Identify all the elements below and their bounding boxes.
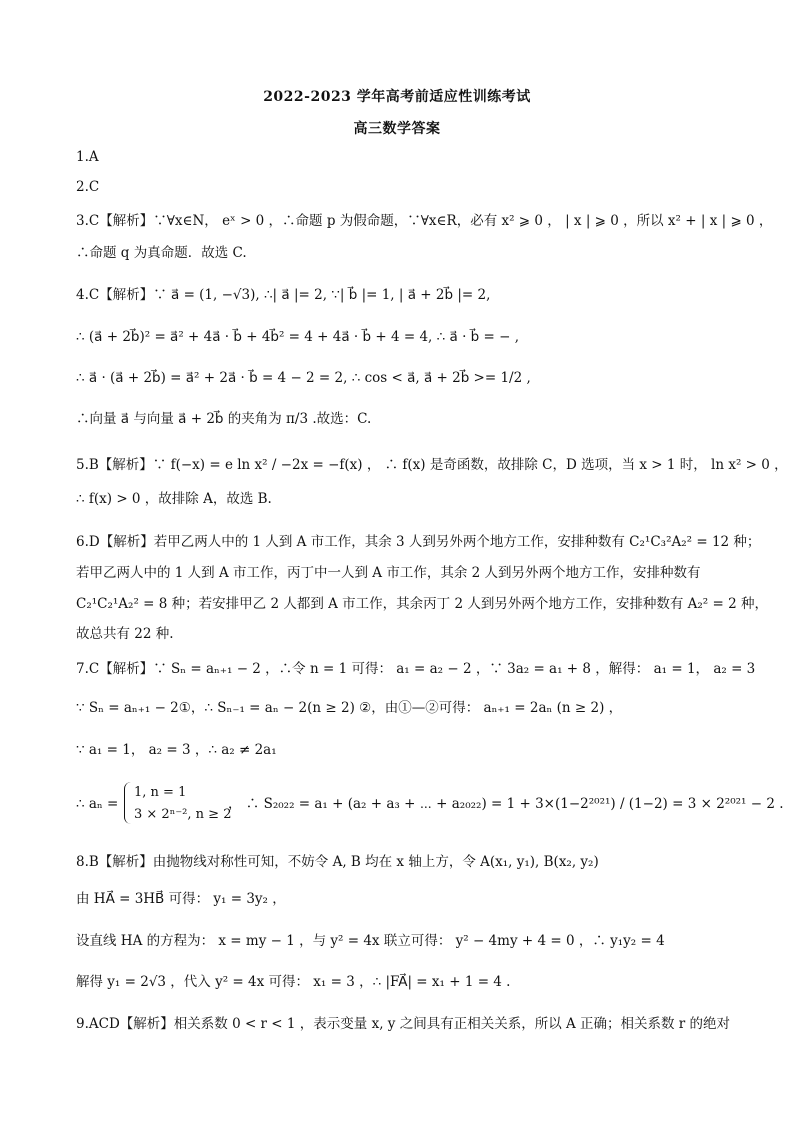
- answer-4-line-4: ∴向量 a⃗ 与向量 a⃗ + 2b⃗ 的夹角为 π/3 .故选：C.: [76, 411, 372, 427]
- answer-8-line-2: 由 HA⃗ = 3HB⃗ 可得： y₁ = 3y₂ ，: [76, 891, 286, 907]
- answer-6-line-2: 若甲乙两人中的 1 人到 A 市工作，丙丁中一人到 A 市工作，其余 2 人到另外两个地方工作，安排种数有: [76, 565, 701, 581]
- answer-6-line-3: C₂¹C₂¹A₂² = 8 种；若安排甲乙 2 人都到 A 市工作，其余丙丁 2 人到另外两个地方工作，安排种数有 A₂² = 2 种，: [76, 596, 768, 612]
- answer-5-line-1: 5.B【解析】∵ f(−x) = e ln x² / −2x = −f(x) ， ∴ f(x) 是奇函数，故排除 C，D 选项，当 x > 1 时， ln x² > 0 ，: [76, 457, 788, 473]
- answer-4-line-1: 4.C【解析】∵ a⃗ = (1, −√3), ∴| a⃗ |= 2, ∵| b⃗ |= 1, | a⃗ + 2b⃗ |= 2,: [76, 287, 491, 303]
- piecewise-case-1: 1, n = 1: [134, 785, 187, 800]
- answer-9-line-1: 9.ACD【解析】相关系数 0 < r < 1 ，表示变量 x, y 之间具有正相关关系，所以 A 正确；相关系数 r 的绝对: [76, 1016, 731, 1032]
- answer-7-line-1: 7.C【解析】∵ Sₙ = aₙ₊₁ − 2 ，∴令 n = 1 可得： a₁ = a₂ − 2 ，∵ 3a₂ = a₁ + 8 ，解得： a₁ = 1， a₂ = 3: [76, 661, 756, 677]
- answer-8-line-3: 设直线 HA 的方程为： x = my − 1 ，与 y² = 4x 联立可得： y² − 4my + 4 = 0 ，∴ y₁y₂ = 4: [76, 933, 665, 949]
- answer-7-an-label: ∴ aₙ =: [76, 796, 119, 812]
- answer-4-line-3: ∴ a⃗ · (a⃗ + 2b⃗) = a⃗² + 2a⃗ · b⃗ = 4 − 2 = 2, ∴ cos < a⃗, a⃗ + 2b⃗ >= 1/2 ,: [76, 370, 531, 386]
- answer-8-line-1: 8.B【解析】由抛物线对称性可知，不妨令 A, B 均在 x 轴上方，令 A(x₁, y₁), B(x₂, y₂): [76, 854, 599, 870]
- piecewise-case-2: 3 × 2ⁿ⁻², n ≥ 2: [134, 807, 232, 822]
- curly-brace: [124, 782, 131, 824]
- exam-title: 2022-2023 学年高考前适应性训练考试: [263, 89, 531, 105]
- answer-1: 1.A: [76, 149, 99, 165]
- answer-8-line-4: 解得 y₁ = 2√3 ，代入 y² = 4x 可得： x₁ = 3 ，∴ |FA⃗| = x₁ + 1 = 4 .: [76, 974, 511, 990]
- answer-2: 2.C: [76, 179, 100, 195]
- answer-7-line-2: ∵ Sₙ = aₙ₊₁ − 2①，∴ Sₙ₋₁ = aₙ − 2(n ≥ 2) ②，由①—②可得： aₙ₊₁ = 2aₙ (n ≥ 2) ，: [76, 700, 623, 716]
- answer-7-line-3: ∵ a₁ = 1， a₂ = 3 ，∴ a₂ ≠ 2a₁: [76, 742, 277, 758]
- answer-3-line-1: 3.C【解析】∵∀x∈N， eˣ > 0 ，∴命题 p 为假命题，∵∀x∈R，必有 x² ⩾ 0 ， | x | ⩾ 0 ，所以 x² + | x | ⩾ 0 ，: [76, 213, 773, 229]
- answer-4-line-2: ∴ (a⃗ + 2b⃗)² = a⃗² + 4a⃗ · b⃗ + 4b⃗² = 4 + 4a⃗ · b⃗ + 4 = 4, ∴ a⃗ · b⃗ = − ,: [76, 329, 520, 345]
- answer-heading: 高三数学答案: [353, 121, 441, 137]
- answer-6-line-1: 6.D【解析】若甲乙两人中的 1 人到 A 市工作，其余 3 人到另外两个地方工作，安排种数有 C₂¹C₃²A₂² = 12 种；: [76, 534, 761, 550]
- answer-6-line-4: 故总共有 22 种.: [76, 626, 174, 642]
- answer-7-piecewise: [124, 782, 231, 826]
- answer-3-line-2: ∴命题 q 为真命题．故选 C.: [76, 245, 247, 261]
- answer-7-sum: ， ∴ S₂₀₂₂ = a₁ + (a₂ + a₃ + ⋯ + a₂₀₂₂) = 1 + 3×(1−2²⁰²¹) / (1−2) = 3 × 2²⁰²¹ − 2 .: [228, 796, 784, 812]
- answer-5-line-2: ∴ f(x) > 0 ，故排除 A，故选 B.: [76, 491, 272, 507]
